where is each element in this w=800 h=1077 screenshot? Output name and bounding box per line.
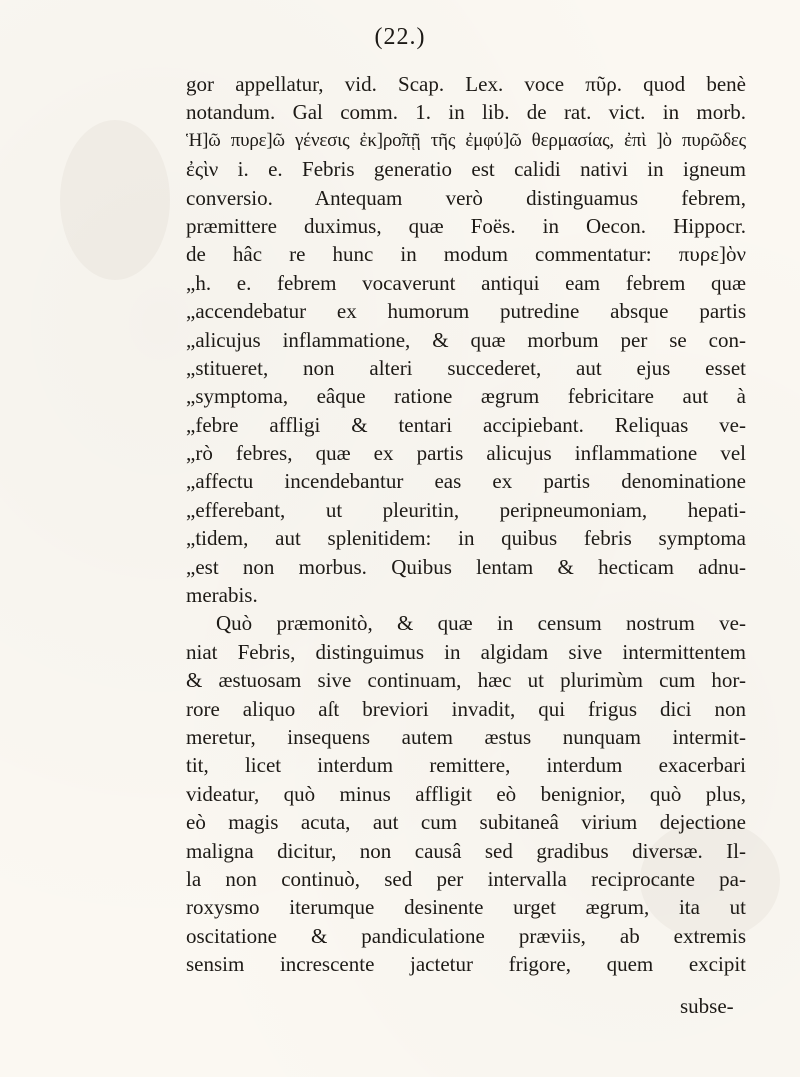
text-line: „stitueret, non alteri succederet, aut ejus esset — [186, 355, 746, 380]
text-line-greek: Ἡ]ῶ πυρε]ῶ γένεσις ἐκ]ρο̃πῇ τῆς ἐμφύ]ῶ θερμασίας, ἐπὶ ]ὸ πυρῶδες — [186, 129, 746, 151]
text-line: Quò præmonitò, & quæ in censum nostrum ve- — [216, 611, 746, 636]
text-line: videatur, quò minus affligit eò benignior, quò plus, — [186, 781, 746, 806]
text-line: niat Febris, distinguimus in algidam sive intermittentem — [186, 639, 746, 664]
page-number: (22.) — [374, 24, 426, 50]
text-line: „est non morbus. Quibus lentam & hecticam adnu- — [186, 554, 746, 579]
text-line: oscitatione & pandiculatione præviis, ab extremis — [186, 923, 746, 948]
text-line: „h. e. febrem vocaverunt antiqui eam febrem quæ — [186, 270, 746, 295]
text-line: tit, licet interdum remittere, interdum exacerbari — [186, 753, 746, 778]
paper-stain — [60, 120, 170, 280]
text-line: maligna dicitur, non causâ sed gradibus diversæ. Il- — [186, 838, 746, 863]
text-line: de hâc re hunc in modum commentatur: πυρε]ὸν — [186, 242, 746, 267]
text-line: rore aliquo aſt breviori invadit, qui frigus dici non — [186, 696, 746, 721]
text-line: sensim increscente jactetur frigore, quem excipit — [186, 952, 746, 977]
text-line: „affectu incendebantur eas ex partis denominatione — [186, 469, 746, 494]
text-line: „alicujus inflammatione, & quæ morbum per se con- — [186, 327, 746, 352]
text-line: roxysmo iterumque desinente urget ægrum, ita ut — [186, 895, 746, 920]
catchword: subse- — [680, 994, 734, 1018]
text-line: notandum. Gal comm. 1. in lib. de rat. vict. in morb. — [186, 100, 746, 125]
text-line: gor appellatur, vid. Scap. Lex. voce πῦρ. quod benè — [186, 72, 746, 96]
text-line: „symptoma, eâque ratione ægrum febricitare aut à — [186, 384, 746, 409]
text-line: „tidem, aut splenitidem: in quibus febris symptoma — [186, 526, 746, 551]
text-line: ἐςὶν i. e. Febris generatio est calidi nativi in igneum — [186, 157, 746, 182]
body-text — [186, 70, 746, 979]
text-line: merabis. — [186, 583, 258, 608]
text-line: conversio. Antequam verò distinguamus febrem, — [186, 185, 746, 210]
text-line: „rò febres, quæ ex partis alicujus inflammatione vel — [186, 441, 746, 466]
text-line: & æstuosam sive continuam, hæc ut plurimùm cum hor- — [186, 668, 746, 693]
text-line: „febre affligi & tentari accipiebant. Reliquas ve- — [186, 412, 746, 437]
text-line: meretur, insequens autem æstus nunquam intermit- — [186, 724, 746, 749]
text-line: eò magis acuta, aut cum subitaneâ virium dejectione — [186, 810, 746, 835]
text-line: la non continuò, sed per intervalla reciprocante pa- — [186, 866, 746, 891]
text-line: „efferebant, ut pleuritin, peripneumoniam, hepati- — [186, 497, 746, 522]
text-line: „accendebatur ex humorum putredine absque partis — [186, 299, 746, 324]
text-line: præmittere duximus, quæ Foës. in Oecon. Hippocr. — [186, 213, 746, 238]
